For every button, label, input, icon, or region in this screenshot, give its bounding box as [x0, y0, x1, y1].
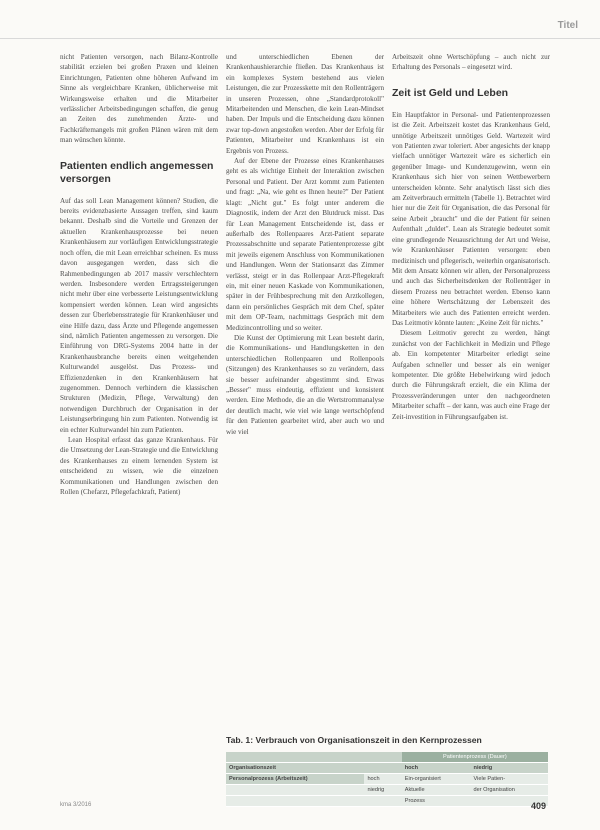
section-heading: Zeit ist Geld und Leben [392, 86, 509, 99]
table-row [226, 796, 548, 807]
column-3 [392, 52, 550, 422]
table-row [226, 752, 548, 763]
table-cell [364, 763, 401, 774]
column-1 [60, 52, 218, 497]
section-heading: Patienten endlich angemessen versorgen [60, 159, 214, 185]
table-cell: Ein-organisiert [402, 774, 471, 785]
section-tag: Titel [557, 20, 578, 31]
table-col-header: hoch [402, 763, 471, 774]
paragraph: und unterschiedlichen Ebenen der Krankenhaushierarchie fließen. Das Krankenhaus ist ein komplexes System bestehend aus vielen Leistungen, die zur Prozesskette mit den Rollenträgern in unseren Prozessen, ohne „Standardprotokoll" Mitarbeitenden und Menschen, die kein Lean-Mindset haben. Der Impuls und die Entscheidung dazu können zwar top-down angestoßen werden. Aber der Erfolg für Patienten, Mitarbeiter und Krankenhaus ist ein Ergebnis von Prozess. [226, 53, 384, 155]
paragraph: Auf das soll Lean Management können? Studien, die bereits evidenzbasierte Aussagen treffen, sind kaum bekannt. Deshalb sind die Vorteile und Grenzen der aktuellen Krankenhausprozesse bei neuen Krankenhäusern zur vorläufigen Entwicklungsstrategie noch offen, die mit Lean erreichbar scheinen. Es muss davon ausgegangen werden, dass sich die Rahmenbedingungen ab 2017 massiv verschlechtern werden. Insbesondere werden Ertragssteigerungen nicht mehr über eine verbesserte Leistungsentwicklung kompensiert werden können. Lean wird angesichts dessen zur Überlebensstrategie für Krankenhäuser und eine Hilfe dazu, dass Ärzte und Pflegende angemessen sind, nämlich Patienten angemessen zu versorgen. Die Einführung von DRG-Systems 2004 hatte in der Krankenhausbranche bereits einen weitgehenden Kulturwandel ausgelöst. Das Prozess- und Effizienzdenken in den Krankenhäusern hat zugenommen. Dennoch verhindern die klassischen Strukturen (Medizin, Pflege, Verwaltung) den notwendigen Durchbruch der Organisation in der Leistungserbringung hin zum Patienten. Notwendig ist ein echter Kulturwandel hin zum Patienten. [60, 196, 218, 434]
paragraph: nicht Patienten versorgen, nach Bilanz-Kontrolle stabilität erzielen bei großen Praxen und kleinen Einrichtungen, Patienten ohne höheren Aufwand im Sinne als vergleichbare Kranken, üblicherweise mit Wirkungsweise erhalten und die Mitarbeiter verlässlicher Arbeitsbedingungen schaffen, die genug an Zeiten des zunehmenden Ärzte- und Fachkräftemangels mit großen Plänen wären mit dem man wünschen könnte. [60, 53, 218, 145]
paragraph: Ein Hauptfaktor in Personal- und Patientenprozessen ist die Zeit. Arbeitszeit kostet das Krankenhaus Geld, unnötige Arbeitszeit unnötiges Geld. Wartezeit wird von Patienten zwar toleriert. Aber angesichts der knapp vielfach unnötiger Wartezeit wäre es sicherlich ein gegenüber Image- und Kundenzugewinn, wenn ein Krankenhaus sich hier von seinen Wettbewerbern unterscheiden könnte. Sehr analytisch lässt sich dies am Zeitverbrauch ermitteln (Tabelle 1). Betrachtet wird hier nur die Zeit für Organisation, die das Personal für seine Arbeit „braucht" und die der Patient für seinen Aufenthalt „duldet". Lean als Strategie bedeutet somit eine grundlegende Neuausrichtung der Art und Weise, wie Krankenhäuser Patienten versorgen: eben medizinisch und pflegerisch, weiterhin organisatorisch. Mit dem Ansatz können wir allen, der Personalprozess und auch das Sicherheitsdenken der Rollenträger in diesem Prozess neu betrachtet werden. Ebenso kann eine höhere Wertschätzung der Lebenszeit des Mitarbeiters wie auch des Patienten erreicht werden. Das Leitmotiv könnte lauten: „Keine Zeit für nichts." [392, 110, 550, 327]
table-cell [226, 785, 364, 796]
org-time-table [226, 752, 548, 807]
table-group-header: Patientenprozess (Dauer) [402, 752, 548, 763]
column-2 [226, 52, 384, 437]
table-row [226, 763, 548, 774]
table-cell: Prozess [402, 796, 471, 807]
paragraph: Die Kunst der Optimierung mit Lean besteht darin, die Kommunikations- und Handlungsketten in den unterschiedlichen Rollenpaaren und Rollenpools (Sitzungen) des Krankenhauses so zu verändern, dass sie besser aufeinander abgestimmt sind. Etwas „Besser" muss eindeutig, effizient und konsistent werden. Eine Methode, die an die Wertstrommanalyse der deutlich macht, wie viel wie lange wertschöpfend für den Patienten gearbeitet wird, aber auch wo und wie viel [226, 333, 384, 436]
table-row [226, 785, 548, 796]
table-cell [226, 752, 364, 763]
table-cell: hoch [364, 774, 401, 785]
table-cell [226, 796, 364, 807]
paragraph: Lean Hospital erfasst das ganze Krankenhaus. Für die Umsetzung der Lean-Strategie und die Entwicklung des Krankenhauses zu einem lernenden System ist entscheidend zu wissen, wie die einzelnen Kommunikationen und Handlungen zwischen den Rollen (Chefarzt, Pflegefachkraft, Patient) [60, 436, 218, 497]
table-row-header: Organisationszeit [226, 763, 364, 774]
table-cell: Aktuelle [402, 785, 471, 796]
table-cell: der Organisation [471, 785, 548, 796]
table-cell [364, 796, 401, 807]
table-row [226, 774, 548, 785]
table-row-header: Personalprozess (Arbeitszeit) [226, 774, 364, 785]
table-cell: niedrig [364, 785, 401, 796]
header-rule [0, 38, 600, 39]
table-cell: Viele Patien- [471, 774, 548, 785]
paragraph: Auf der Ebene der Prozesse eines Krankenhauses geht es als wichtige Einheit der Interaktion zwischen Personal und Patient. Der Arzt kommt zum Patienten und fragt: „Na, wie geht es Ihnen heute?" Der Patient klagt: „Nicht gut." Es folgt unter anderem die Diagnostik, indem der Arzt den Blutdruck misst. Das für Lean Management Entscheidende ist, dass er außerhalb des Rollenpaares Arzt-Patient separate Prozessabschnitte und separate Patientenprozesse gibt mit jeweils eigenem Anschluss von Kommunikationen und Handlungen. Wenn der Stationsarzt das Zimmer verlässt, steigt er in das Rollenpaar Arzt-Pflegekraft ein, mit einer neuen Kaskade von Kommunikationen, später in der Frühbesprechung mit den Arztkollegen, dann ein persönliches Gespräch mit dem Chef, später mit dem OP-Team, nachmittags Gespräch mit dem Medizincontrolling und so weiter. [226, 157, 384, 332]
table-col-header: niedrig [471, 763, 548, 774]
issue-label: kma 3/2016 [60, 802, 92, 808]
paragraph: Arbeitszeit ohne Wertschöpfung – auch nicht zur Erhaltung des Personals – eingesetzt wird. [392, 53, 550, 72]
paragraph: Diesem Leitmotiv gerecht zu werden, hängt zunächst von der Fachlichkeit in Medizin und Pflege ab. Ein kompetenter Mitarbeiter erledigt seine Aufgaben schneller und besser als ein weniger kompetenter. Die größte Hebelwirkung wird jedoch durch die Führungskraft erzielt, die ein Klima der Prozessveränderungen unter den nachgeordneten Mitarbeiter schafft – der kann, was auch eine Frage der Zeit-investition in Führungsaufgaben ist. [392, 329, 550, 421]
table-cell [364, 752, 401, 763]
page-number: 409 [530, 801, 546, 811]
table-caption: Tab. 1: Verbrauch von Organisationszeit in den Kernprozessen [226, 735, 482, 745]
